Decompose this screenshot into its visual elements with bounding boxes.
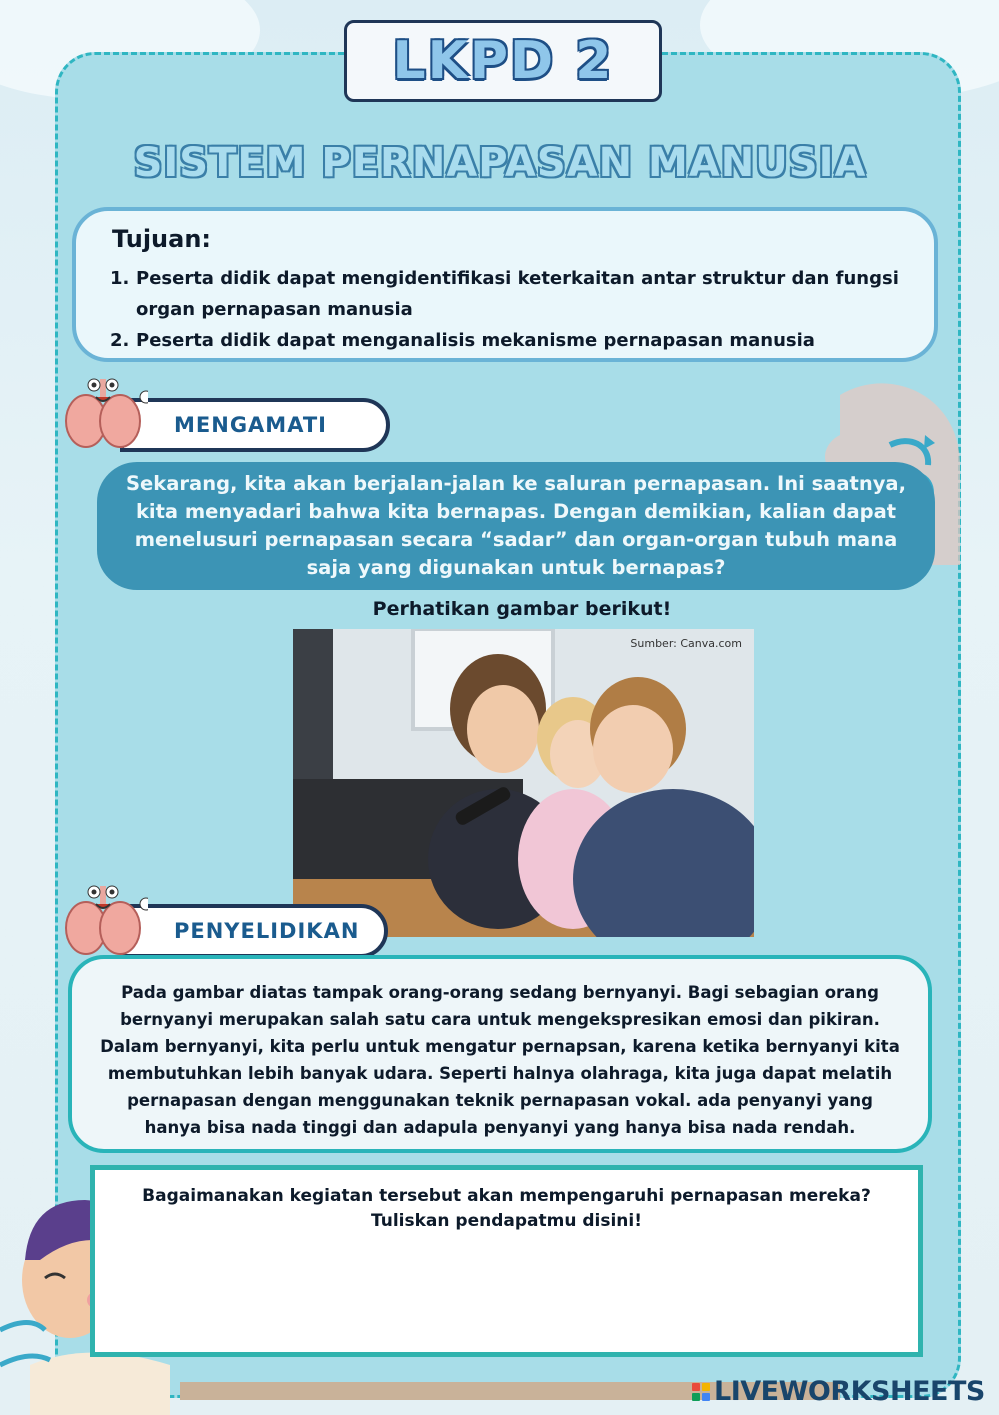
- section-tag-penyelidikan: [120, 904, 388, 958]
- photo-source: Sumber: Canva.com: [630, 637, 742, 650]
- tujuan-box: [72, 207, 938, 362]
- answer-box: [90, 1165, 923, 1357]
- list-number: 1.: [110, 268, 130, 289]
- answer-input[interactable]: [115, 1242, 898, 1340]
- section-tag-mengamati: [120, 398, 390, 452]
- page-subtitle: SISTEM PERNAPASAN MANUSIA: [133, 140, 867, 186]
- list-number: 2.: [110, 330, 130, 351]
- list-item: [110, 325, 900, 356]
- section-label: MENGAMATI: [174, 413, 327, 437]
- penyelidikan-text: Pada gambar diatas tampak orang-orang sedang bernyanyi. Bagi sebagian orang bernyanyi merupakan salah satu cara untuk mengekspresikan emosi dan pikiran. Dalam bernyanyi, kita perlu untuk mengatur pernapsan, karena ketika bernyanyi kita membutuhkan lebih banyak udara. Seperti halnya olahraga, kita juga dapat melatih pernapasan dengan menggunakan teknik pernapasan vokal. ada penyanyi yang hanya bisa nada tinggi dan adapula penyanyi yang hanya bisa nada rendah.: [100, 983, 900, 1137]
- section-label: PENYELIDIKAN: [174, 919, 360, 943]
- logo-text: LIVEWORKSHEETS: [714, 1376, 985, 1407]
- lungs-mascot-icon: [58, 882, 148, 957]
- list-text: Peserta didik dapat mengidentifikasi keterkaitan antar struktur dan fungsi organ pernapasan manusia: [136, 268, 899, 320]
- mengamati-textbox: [97, 462, 935, 590]
- answer-question: Bagaimanakan kegiatan tersebut akan mempengaruhi pernapasan mereka?: [142, 1186, 871, 1206]
- page-title: LKPD 2: [392, 31, 614, 91]
- mengamati-text: Sekarang, kita akan berjalan-jalan ke saluran pernapasan. Ini saatnya, kita menyadari bahwa kita bernapas. Dengan demikian, kalian dapat menelusuri pernapasan secara “sadar” dan organ-organ tubuh mana saja yang digunakan untuk bernapas?: [126, 472, 906, 579]
- liveworksheets-logo: [692, 1376, 985, 1407]
- penyelidikan-textbox: [68, 955, 932, 1153]
- title-ribbon: [344, 20, 662, 102]
- list-item: [110, 263, 900, 325]
- answer-instruction: Tuliskan pendapatmu disini!: [371, 1211, 642, 1231]
- photo-illustration: [293, 629, 754, 937]
- tujuan-heading: Tujuan:: [112, 225, 212, 253]
- list-text: Peserta didik dapat menganalisis mekanisme pernapasan manusia: [136, 330, 815, 351]
- image-caption: Perhatikan gambar berikut!: [372, 598, 672, 620]
- singing-children-photo: [293, 629, 754, 937]
- tujuan-list: [110, 263, 900, 356]
- lungs-mascot-icon: [58, 375, 148, 450]
- logo-icon: [692, 1383, 710, 1401]
